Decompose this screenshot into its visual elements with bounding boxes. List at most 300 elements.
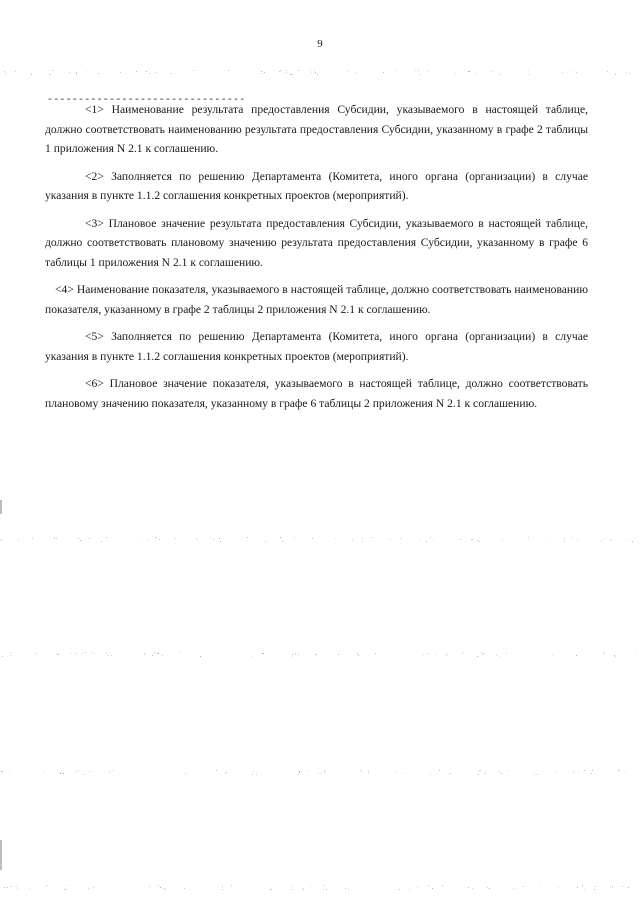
scan-speck [11,652,12,653]
scan-speck [439,770,440,771]
scan-speck [635,652,636,653]
scan-speck [577,539,578,540]
scan-speck [388,538,389,539]
scan-speck [372,537,373,538]
scan-speck [625,771,626,772]
scan-speck [184,888,185,889]
scan-speck [368,771,369,772]
scan-speck [226,772,227,773]
scan-speck [299,771,300,772]
scan-speck [185,773,186,774]
scan-speck [390,539,391,540]
scan-speck [220,541,221,542]
scan-speck [196,538,197,539]
scan-speck [298,70,299,71]
scan-speck [358,655,359,656]
scan-speck [91,652,92,653]
scan-speck [368,773,369,774]
scan-speck [500,656,501,657]
scan-speck [317,74,318,75]
scan-speck [54,538,55,539]
scan-speck [292,889,293,890]
scan-speck [109,772,110,773]
scan-speck [483,653,484,654]
scan-speck [622,886,623,887]
scan-speck [321,773,322,774]
scan-speck [592,770,593,771]
scan-speck [506,653,507,654]
scan-speck [101,541,102,542]
scan-speck [280,70,281,71]
scan-speck [420,539,421,540]
scan-noise-middle [0,537,640,543]
footnote-text: Плановое значение результата предоставления Субсидии, указываемого в настоящей таблице, должно соответствовать плановому значению результата предоставления Субсидии, указанному в графе 6 таблицы 1 приложения N 2.1 к соглашению. [45,216,588,269]
scan-speck [610,887,611,888]
scan-speck [433,540,434,541]
footnote-separator: -------------------------------- [47,95,246,106]
scan-speck [632,541,633,542]
scan-speck [175,538,176,539]
scan-speck [222,887,223,888]
scan-speck [136,71,137,72]
scan-speck [469,71,470,72]
scan-speck [58,654,59,655]
scan-speck [310,886,311,887]
footnote-marker: <2> [85,169,104,183]
scan-speck [31,74,32,75]
scan-speck [162,655,163,656]
scan-speck [112,770,113,771]
scan-speck [98,73,99,74]
scan-speck [295,653,296,654]
scan-speck [69,72,70,73]
scan-speck [478,774,479,775]
scan-speck [614,655,615,656]
scan-speck [572,537,573,538]
scan-speck [155,72,156,73]
scan-speck [479,770,480,771]
scan-speck [282,541,283,542]
scan-speck [436,654,437,655]
scan-speck [158,885,159,886]
scan-speck [427,653,428,654]
footnote-marker: <4> [55,283,74,296]
footnote-marker: <3> [85,216,104,230]
scan-speck [558,887,559,888]
scan-speck [108,655,109,656]
scan-speck [607,71,608,72]
scan-speck [500,74,501,75]
scan-speck [348,889,349,890]
scan-speck [375,653,376,654]
scan-speck [448,774,449,775]
scan-speck [292,656,293,657]
scan-speck [5,73,6,74]
scan-speck [482,654,483,655]
scan-speck [58,654,59,655]
scan-speck [155,537,156,538]
scan-speck [347,71,348,72]
scan-speck [111,655,112,656]
scan-speck [447,654,448,655]
scan-speck [63,773,64,774]
scan-speck [555,771,556,772]
scan-speck [405,773,406,774]
scan-speck [216,770,217,771]
scan-speck [573,772,574,773]
scan-speck [65,889,66,890]
scan-speck [477,540,478,541]
scan-speck [311,72,312,73]
scan-speck [396,70,397,71]
scan-speck [629,73,630,74]
scan-speck [345,888,346,889]
scan-speck [150,73,151,74]
scan-speck [264,72,265,73]
scan-speck [62,773,63,774]
scan-speck [1,771,2,772]
scan-noise-bottom [0,770,640,776]
footnote-text: Заполняется по решению Департамента (Комитета, иного органа (организации) в случае указания в пункте 1.1.2 соглашения конкретных проектов (мероприятий). [45,330,588,363]
scan-speck [523,886,524,887]
scan-speck [43,772,44,773]
scan-speck [120,72,121,73]
scan-speck [315,72,316,73]
scan-speck [154,652,155,653]
scan-speck [7,887,8,888]
page-number: 9 [317,38,323,50]
scan-speck [228,70,229,71]
scan-speck [395,771,396,772]
scan-speck [78,538,79,539]
scan-speck [29,888,30,889]
scan-speck [442,885,443,886]
scan-speck [615,74,616,75]
scan-speck [409,889,410,890]
scan-speck [450,773,451,774]
footnote-1 [45,100,588,159]
scan-speck [165,889,166,890]
scan-speck [222,885,223,886]
scan-speck [324,885,325,886]
footnotes [45,100,588,421]
scan-speck [291,74,292,75]
scan-speck [432,888,433,889]
footnote-6 [45,374,588,413]
footnote-2 [45,167,588,206]
scan-speck [585,770,586,771]
scan-speck [82,653,83,654]
scan-speck [603,653,604,654]
scan-speck [159,539,160,540]
scan-speck [302,888,303,889]
scan-speck [141,538,142,539]
scan-speck [318,773,319,774]
scan-speck [146,71,147,72]
scan-speck [314,70,315,71]
scan-speck [291,886,292,887]
footnote-3 [45,214,588,273]
scan-speck [294,537,295,538]
scan-speck [265,541,266,542]
scan-speck [460,539,461,540]
footnote-4 [45,280,588,319]
scan-speck [594,889,595,890]
scan-speck [513,888,514,889]
scan-noise-footer [0,885,640,891]
scan-speck [2,771,3,772]
scan-speck [52,70,53,71]
scan-speck [213,539,214,540]
scan-speck [362,538,363,539]
scan-speck [324,770,325,771]
scan-speck [60,773,61,774]
scan-speck [50,74,51,75]
scan-speck [356,72,357,73]
scan-speck [549,539,550,540]
scan-speck [626,72,627,73]
scan-speck [86,70,87,71]
scan-speck [564,538,565,539]
scan-speck [471,539,472,540]
scan-speck [468,887,469,888]
scan-speck [611,540,612,541]
scan-speck [47,885,48,886]
scan-speck [49,74,50,75]
scan-speck [286,72,287,73]
scan-speck [158,653,159,654]
scan-speck [60,772,61,773]
scan-speck [0,539,1,540]
scan-speck [94,653,95,654]
scan-speck [418,70,419,71]
scan-speck [279,71,280,72]
scan-speck [76,72,77,73]
scan-speck [501,773,502,774]
scan-speck [528,70,529,71]
scan-speck [261,71,262,72]
scan-speck [445,655,446,656]
scan-speck [481,652,482,653]
scan-speck [89,538,90,539]
scan-speck [619,770,620,771]
scan-speck [528,537,529,538]
scan-speck [612,886,613,887]
scan-speck [477,656,478,657]
scan-speck [78,770,79,771]
scan-speck [383,72,384,73]
scan-speck [71,653,72,654]
scan-speck [455,73,456,74]
footnote-text: Заполняется по решению Департамента (Комитета, иного органа (организации) в случае указания в пункте 1.1.2 соглашения конкретных проектов (мероприятий). [45,169,588,202]
scan-speck [502,540,503,541]
scan-speck [570,71,571,72]
scan-speck [562,72,563,73]
scan-speck [576,655,577,656]
scan-speck [252,656,253,657]
scan-speck [17,888,18,889]
scan-speck [552,655,553,656]
scan-speck [231,885,232,886]
scan-speck [4,887,5,888]
scan-speck [338,654,339,655]
scan-speck [326,889,327,890]
scan-speck [64,889,65,890]
footnote-marker: <1> [85,103,104,116]
scan-speck [10,655,11,656]
scan-speck [480,770,481,771]
scan-speck [475,73,476,74]
scan-speck [2,540,3,541]
scan-speck [352,540,353,541]
scan-speck [256,774,257,775]
scan-speck [582,885,583,886]
scan-speck [286,70,287,71]
scan-speck [430,774,431,775]
scan-speck [225,773,226,774]
scan-speck [60,773,61,774]
scan-speck [75,653,76,654]
scan-speck [324,772,325,773]
scan-speck [315,654,316,655]
scan-noise-top [0,70,640,76]
scan-speck [479,541,480,542]
scan-speck [615,656,616,657]
scan-noise-lower [0,652,640,658]
scan-speck [601,541,602,542]
scan-speck [219,538,220,539]
scan-speck [171,73,172,74]
scan-speck [157,653,158,654]
scan-speck [45,886,46,887]
scan-speck [584,889,585,890]
scan-speck [85,652,86,653]
scan-speck [357,653,358,654]
scan-speck [152,655,153,656]
scan-speck [252,774,253,775]
scan-speck [4,71,5,72]
scan-speck [16,886,17,887]
scan-speck [610,539,611,540]
scan-speck [537,774,538,775]
scan-speck [499,771,500,772]
scan-speck [604,652,605,653]
scan-edge-mark [0,500,2,514]
scan-speck [307,770,308,771]
scan-speck [362,771,363,772]
scan-speck [468,71,469,72]
scan-speck [423,655,424,656]
scan-speck [270,889,271,890]
scan-speck [491,71,492,72]
scan-speck [93,887,94,888]
scan-speck [148,540,149,541]
scan-speck [156,537,157,538]
scan-speck [323,889,324,890]
scan-speck [57,654,58,655]
scan-speck [618,770,619,771]
scan-speck [303,889,304,890]
scan-speck [312,538,313,539]
scan-speck [160,887,161,888]
scan-speck [415,70,416,71]
scan-speck [263,653,264,654]
scan-speck [280,537,281,538]
scan-speck [32,538,33,539]
scan-speck [262,73,263,74]
scan-speck [360,770,361,771]
scan-speck [489,888,490,889]
scan-speck [472,539,473,540]
scan-speck [298,654,299,655]
scan-speck [540,885,541,886]
scan-speck [262,653,263,654]
scan-speck [489,888,490,889]
scan-speck [222,889,223,890]
scan-speck [15,71,16,72]
scan-speck [164,888,165,889]
scan-speck [106,653,107,654]
scan-speck [629,540,630,541]
scan-edge-mark [0,840,2,870]
scan-speck [508,770,509,771]
scan-speck [56,653,57,654]
scan-speck [534,774,535,775]
scan-speck [578,772,579,773]
scan-speck [577,887,578,888]
scan-speck [399,889,400,890]
scan-speck [427,71,428,72]
scan-speck [106,537,107,538]
scan-speck [80,540,81,541]
scan-speck [149,73,150,74]
scan-speck [595,886,596,887]
scan-speck [149,886,150,887]
scan-speck [11,886,12,887]
footnote-text: Плановое значение показателя, указываемого в настоящей таблице, должно соответствовать плановому значению показателя, указанному в графе 6 таблицы 2 приложения N 2.1 к соглашению. [45,377,588,410]
scan-speck [335,538,336,539]
scan-speck [9,773,10,774]
scan-speck [163,888,164,889]
scan-speck [290,74,291,75]
scan-speck [576,72,577,73]
scan-speck [197,540,198,541]
scan-speck [18,539,19,540]
scan-speck [310,70,311,71]
scan-speck [400,538,401,539]
scan-speck [271,889,272,890]
footnote-marker: <5> [85,330,104,343]
scan-speck [200,656,201,657]
scan-speck [426,541,427,542]
scan-speck [461,653,462,654]
scan-speck [76,74,77,75]
scan-speck [52,70,53,71]
scan-speck [144,654,145,655]
scan-speck [88,888,89,889]
scan-speck [76,771,77,772]
scan-speck [298,774,299,775]
scan-speck [247,537,248,538]
scan-speck [463,652,464,653]
scan-speck [180,652,181,653]
footnote-text: Наименование показателя, указываемого в настоящей таблице, должно соответствовать наименованию показателя, указанному в графе 2 таблицы 2 приложения N 2.1 к соглашению. [45,283,588,316]
scan-speck [603,539,604,540]
scan-speck [2,656,3,657]
footnote-text: Наименование результата предоставления Субсидии, указываемого в настоящей таблице, должно соответствовать наименованию результата предоставления Субсидии, указанному в графе 2 таблицы 1 приложения N 2.1 к соглашению. [45,103,588,155]
scan-speck [430,537,431,538]
scan-speck [36,653,37,654]
